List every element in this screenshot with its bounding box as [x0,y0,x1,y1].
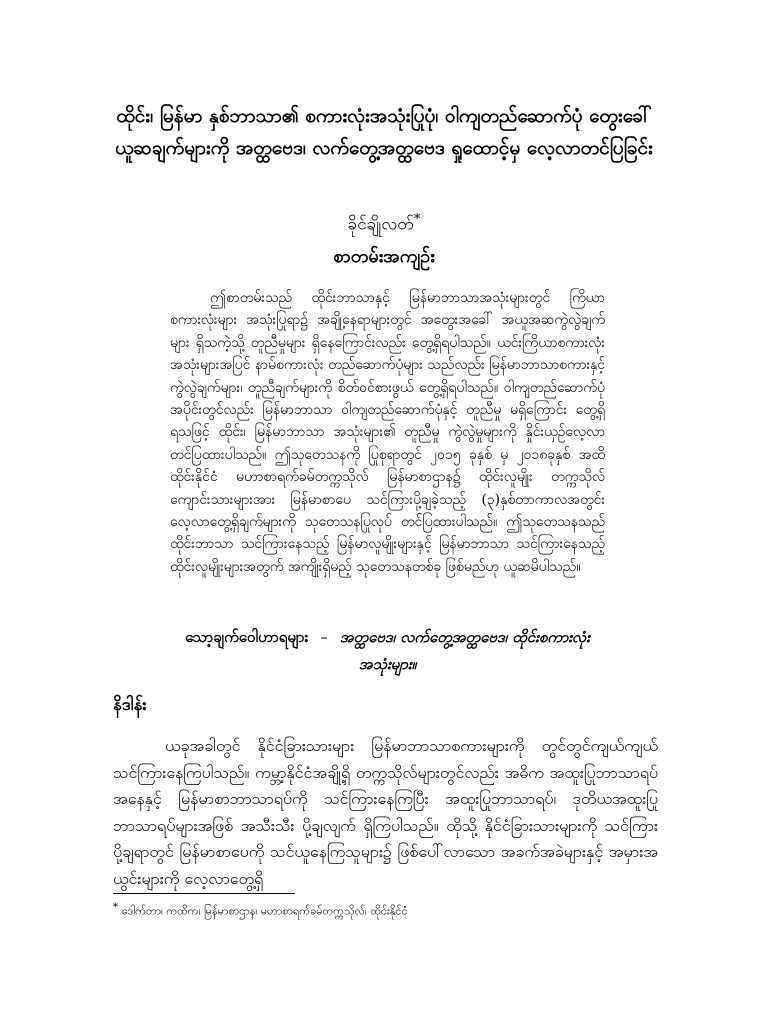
footnote [113,900,658,920]
keywords-separator: – [320,628,328,646]
footnote-text: ဒေါက်တာ၊ ကထိက၊ မြန်မာစာဌာန၊ မဟာစာရက်ခမ်တက္ကသိုလ်၊ ထိုင်းနိုင်ငံ [122,904,408,918]
paper-title: ထိုင်း၊ မြန်မာ နှစ်ဘာသာ၏ စကားလုံးအသုံးပြုပုံ၊ ဝါကျတည်ဆောက်ပုံ တွေးခေါ်ယူဆချက်များကို အတ္ထဗေဒ၊ လက်တွေ့အတ္ထဗေဒ ရှုထောင့်မှ လေ့လာတင်ပြခြင်း [115,105,653,159]
author-name: ခိုင်ချိုလတ် [347,214,414,235]
introduction-paragraph: ယခုအခါတွင် နိုင်ငံခြားသားများ မြန်မာဘာသာစကားများကို တွင်တွင်ကျယ်ကျယ် သင်ကြားနေကြပါသည်။ ကမ္ဘာ့နိုင်ငံအချို့ရှိ တက္ကသိုလ်များတွင်လည်း အဓိက အထူးပြုဘာသာရပ်အနေနှင့် မြန်မာစာဘာသာရပ်ကို သင်ကြားနေကြပြီး အထူးပြုဘာသာရပ်၊ ဒုတိယအထူးပြု ဘာသာရပ်များအဖြစ် အသီးသီး ပို့ချလျက် ရှိကြပါသည်။ ထိုသို့ နိုင်ငံခြားသားများကို သင်ကြားပို့ချရာတွင် မြန်မာစာပေကို သင်ယူနေကြသူများ၌ ဖြစ်ပေါ်လာသော အခက်အခဲများနှင့် အမှားအယွင်းများကို လေ့လာတွေ့ရှိ [113,736,658,888]
section-heading-introduction: နိဒါန်း [113,695,147,715]
footnote-mark: * [113,902,118,913]
keywords-text: အတ္ထဗေဒ၊ လက်တွေ့အတ္ထဗေဒ၊ ထိုင်းစကားလုံးအသုံးများ။ [339,628,590,673]
author-footnote-mark: * [413,212,421,227]
author-line [0,212,768,239]
footnote-divider [113,893,295,894]
abstract-text: ဤစာတမ်းသည် ထိုင်းဘာသာနှင့် မြန်မာဘာသာအသုံးများတွင် ကြိယာစကားလုံးများ အသုံးပြုရာ၌ အချို့နေရာများတွင် အတွေးအခေါ် အယူအဆကွဲလွဲချက်များ ရှိသကဲ့သို့ တူညီမှုများ ရှိနေကြောင်းလည်း တွေ့ရှိရပါသည်။ ယင်းကြိယာစကားလုံးအသုံးများအပြင် နာမ်စကားလုံး တည်ဆောက်ပုံများ သည်လည်း မြန်မာဘာသာစကားနှင့် ကွဲလွဲချက်များ၊ တူညီချက်များကို စိတ်ဝင်စားဖွယ် တွေ့ရှိရပါသည်။ ဝါကျတည်ဆောက်ပုံအပိုင်းတွင်လည်း မြန်မာဘာသာ ဝါကျတည်ဆောက်ပုံနှင့် တူညီမှု မရှိကြောင်း တွေ့ရှိရသဖြင့် ထိုင်း၊ မြန်မာဘာသာ အသုံးများ၏ တူညီမှု ကွဲလွဲမှုများကို နှိုင်းယှဉ်လေ့လာတင်ပြထားပါသည်။ ဤသုတေသနကို ပြုစုရာတွင် ၂၀၁၅ ခုနှစ် မှ ၂၀၁၈ခုနှစ် အထိ ထိုင်းနိုင်ငံ မဟာစာရက်ခမ်တက္ကသိုလ် မြန်မာစာဌာန၌ ထိုင်းလူမျိုး တက္ကသိုလ် ကျောင်းသားများအား မြန်မာစာပေ သင်ကြားပို့ချခဲ့သည့် (၃)နှစ်တာကာလအတွင်း လေ့လာတွေ့ရှိချက်များကို သုတေသနပြုလုပ် တင်ပြထားပါသည်။ ဤသုတေသနသည် ထိုင်းဘာသာ သင်ကြားနေသည့် မြန်မာလူမျိုးများနှင့် မြန်မာဘာသာ သင်ကြားနေသည့် ထိုင်းလူမျိုးများအတွက် အကျိုးရှိမည့် သုတေသနတစ်ခု ဖြစ်မည်ဟု ယူဆမိပါသည်။ [170,290,605,575]
abstract-heading: စာတမ်းအကျဉ်း [333,246,435,267]
keywords-line [170,624,605,678]
keywords-label: သော့ချက်ဝေါဟာရများ [185,628,309,646]
